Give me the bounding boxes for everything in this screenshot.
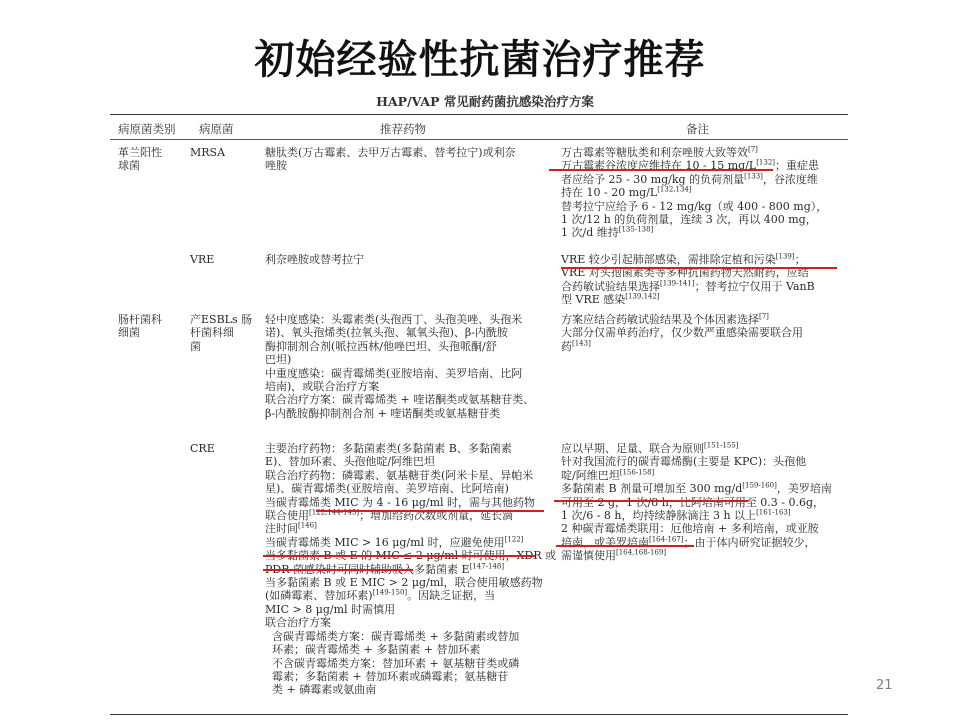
row-esbl-notes: 方案应结合药敏试验结果及个体因素选择[7] 大部分仅需单药治疗，仅少数严重感染需要联合用 药[143] bbox=[561, 312, 803, 353]
row-cre-notes: 应以早期、足量、联合为原则[151-155] 针对我国流行的碳青霉烯酶(主要是 KPC)：头孢他 啶/阿维巴坦[156-158] 多黏菌素 B 剂量可增加至 300 mg/d[159-160]，美罗培南 可用至 2 g，1 次/8 h，比阿培南可用至 0.3 - 0.6g， 1 次/6 - 8 h，均持续静脉滴注 3 h 以上[161-163] 2 种碳青霉烯类联用：厄他培南 + 多利培南，或亚胺 培南，或美罗培南[164-167]；由于体内研究证据较少， 需谨慎使用[164,168-169] bbox=[561, 441, 832, 563]
table-title: HAP/VAP 常见耐药菌抗感染治疗方案 bbox=[376, 94, 594, 109]
header-drugs: 推荐药物 bbox=[380, 122, 426, 136]
highlight-underline-cre-mic-4-16 bbox=[316, 510, 544, 512]
header-category: 病原菌类别 bbox=[118, 122, 176, 136]
highlight-underline-cre-mic-16 bbox=[263, 555, 535, 557]
table-bottom-rule bbox=[110, 714, 848, 715]
row-esbl-drugs: 轻中度感染：头霉素类(头孢西丁、头孢美唑、头孢米 诺)、氧头孢烯类(拉氧头孢、氟氧头孢)、β-内酰胺 酶抑制剂合剂(哌拉西林/他唑巴坦、头孢哌酮/舒 巴坦) 中重度感染：碳青霉烯类(亚胺培南、美罗培南、比阿 培南)，或联合治疗方案 联合治疗方案：碳青霉烯类 + 喹诺酮类或氨基糖苷类、 β-内酰胺酶抑制剂合剂 + 喹诺酮类或氨基糖苷类 bbox=[265, 313, 535, 420]
highlight-underline-cre-polymyxin bbox=[263, 569, 413, 571]
row-cre-drugs: 主要治疗药物：多黏菌素类(多黏菌素 B、多黏菌素 E)、替加环素、头孢他啶/阿维巴坦 联合治疗药物：磷霉素、氨基糖苷类(阿米卡星、异帕米 星)、碳青霉烯类(亚胺培南、美罗培南、比阿培南) 当碳青霉烯类 MIC 为 4 - 16 μg/ml 时，需与其他药物 联合使用[122,144-145]；增加给药次数或剂量，延长滴 注时间[146] 当碳青霉烯类 MIC > 16 μg/ml 时，应避免使用[122] 当多黏菌素 B 或 E 的 MIC ≤ 2 μg/ml 时可使用，XDR 或 PDR 菌感染时可同时辅助吸入多黏菌素 E[147-148] 当多黏菌素 B 或 E MIC > 2 μg/ml，联合使用敏感药物 (如磷霉素、替加环素)[149-150]。因缺乏证据，当 MIC > 8 μg/ml 时需慎用 联合治疗方案 含碳青霉烯类方案：碳青霉烯类 + 多黏菌素或替加 环素；碳青霉烯类 + 多黏菌素 + 替加环素 不含碳青霉烯类方案：替加环素 + 氨基糖苷类或磷 霉素；多黏菌素 + 替加环素或磷霉素；氨基糖苷 类 + 磷霉素或氨曲南 bbox=[265, 442, 557, 697]
highlight-underline-cre-polymyxin-dose bbox=[554, 500, 748, 502]
header-pathogen: 病原菌 bbox=[199, 122, 234, 136]
header-bottom-rule bbox=[110, 139, 848, 140]
slide-title: 初始经验性抗菌治疗推荐 bbox=[254, 37, 706, 83]
row-vre-pathogen: VRE bbox=[190, 253, 215, 266]
table-top-rule bbox=[110, 114, 848, 115]
row-vre-notes: VRE 较少引起肺部感染，需排除定植和污染[139]； VRE 对头孢菌素类等多种抗菌药物天然耐药，应结 合药敏试验结果选择[139-141]；替考拉宁仅用于 VanB 型 VRE 感染[139,142] bbox=[561, 252, 815, 307]
highlight-underline-mrsa bbox=[549, 169, 773, 171]
row-vre-drugs: 利奈唑胺或替考拉宁 bbox=[265, 253, 364, 266]
row-mrsa-drugs: 糖肽类(万古霉素、去甲万古霉素、替考拉宁)或利奈 唑胺 bbox=[265, 146, 516, 173]
header-notes: 备注 bbox=[686, 122, 709, 136]
row-mrsa-pathogen: MRSA bbox=[190, 146, 226, 159]
page-number: 21 bbox=[876, 678, 893, 693]
highlight-underline-cre-dual-carbapenem bbox=[556, 545, 694, 547]
row-esbl-pathogen: 产ESBLs 肠 杆菌科细 菌 bbox=[190, 313, 253, 353]
highlight-underline-vre bbox=[561, 267, 837, 269]
row-esbl-category: 肠杆菌科 细菌 bbox=[118, 313, 162, 340]
row-mrsa-category: 革兰阳性 球菌 bbox=[118, 146, 162, 173]
row-cre-pathogen: CRE bbox=[190, 442, 215, 455]
row-mrsa-notes: 万古霉素等糖肽类和利奈唑胺大致等效[7] 万古霉素谷浓度应维持在 10 - 15 mg/L[132]；重症患 者应给予 25 - 30 mg/kg 的负荷剂量[133]，谷浓度维 持在 10 - 20 mg/L[132,134] 替考拉宁应给予 6 - 12 mg/kg（或 400 - 800 mg）， 1 次/12 h 的负荷剂量，连续 3 次，再以 400 mg， 1 次/d 维持[135-138] bbox=[561, 145, 828, 240]
